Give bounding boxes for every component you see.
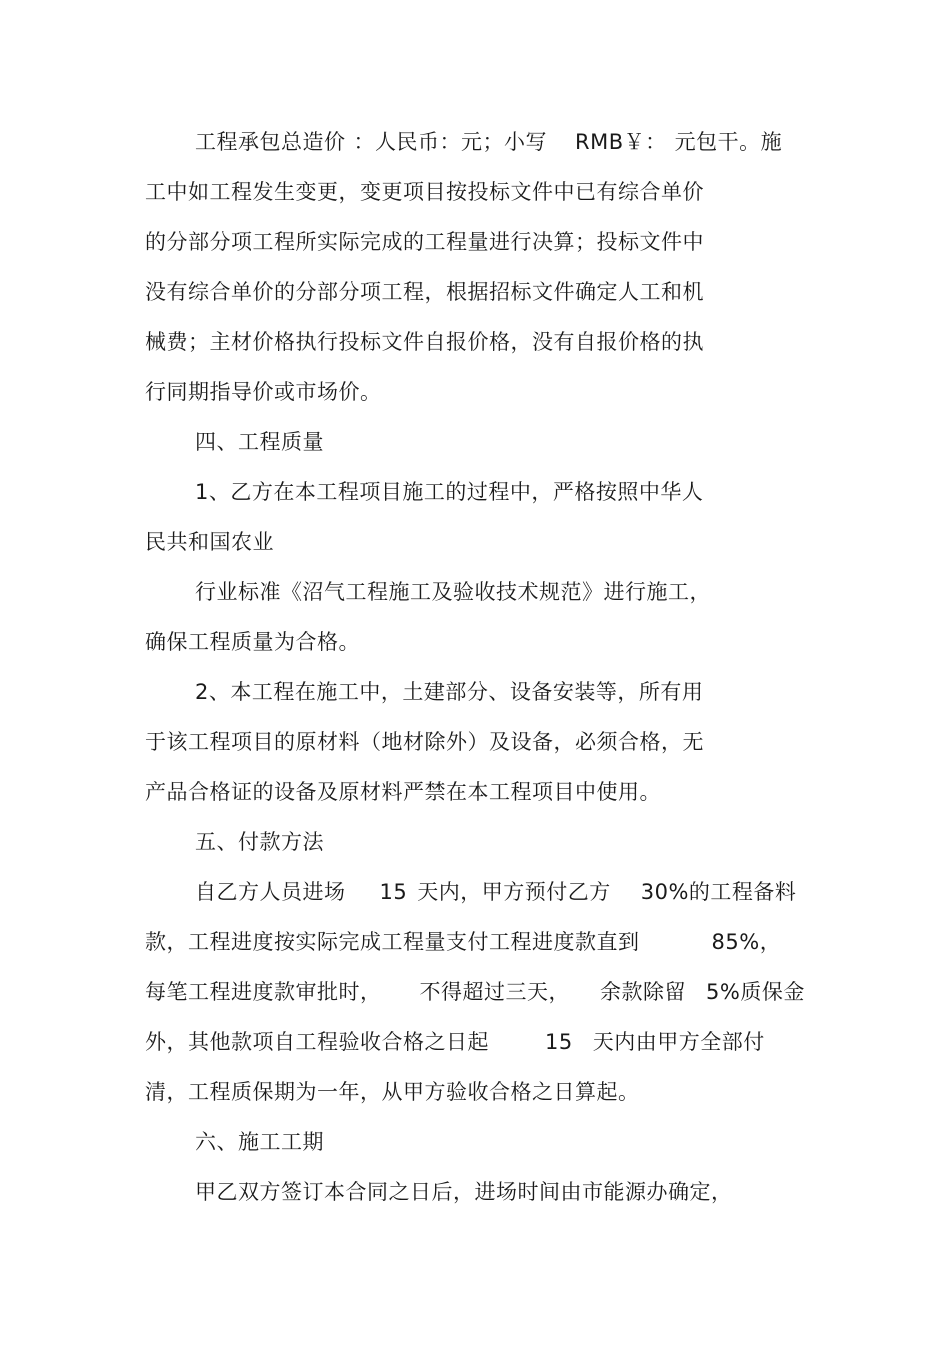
section-heading: 五、付款方法 xyxy=(195,830,324,854)
text-line: 的分部分项工程所实际完成的工程量进行决算；投标文件中 xyxy=(145,230,704,254)
text-line: 民共和国农业 xyxy=(145,530,274,554)
text-line: 行同期指导价或市场价。 xyxy=(145,380,382,404)
text-line: 于该工程项目的原材料（地材除外）及设备，必须合格，无 xyxy=(145,730,704,754)
text-line: 行业标准《沼气工程施工及验收技术规范》进行施工， xyxy=(195,580,711,604)
text-line: 甲乙双方签订本合同之日后，进场时间由市能源办确定， xyxy=(195,1180,733,1204)
section-heading: 六、施工工期 xyxy=(195,1130,324,1154)
text-line: 每笔工程进度款审批时， 不得超过三天， 余款除留 5%质保金 xyxy=(145,980,805,1004)
text-line: 产品合格证的设备及原材料严禁在本工程项目中使用。 xyxy=(145,780,661,804)
text-line: 没有综合单价的分部分项工程，根据招标文件确定人工和机 xyxy=(145,280,704,304)
text-line: 工程承包总造价 ：人民币：元；小写 RMB￥： 元包干。施 xyxy=(195,130,783,154)
text-line: 确保工程质量为合格。 xyxy=(145,630,360,654)
text-line: 工中如工程发生变更，变更项目按投标文件中已有综合单价 xyxy=(145,180,704,204)
text-line: 1、乙方在本工程项目施工的过程中，严格按照中华人 xyxy=(195,480,704,504)
text-line: 械费；主材价格执行投标文件自报价格，没有自报价格的执 xyxy=(145,330,704,354)
section-heading: 四、工程质量 xyxy=(195,430,324,454)
text-line: 清，工程质保期为一年，从甲方验收合格之日算起。 xyxy=(145,1080,640,1104)
text-line: 外，其他款项自工程验收合格之日起 15 天内由甲方全部付 xyxy=(145,1030,765,1054)
text-line: 自乙方人员进场 15 天内，甲方预付乙方 30%的工程备料 xyxy=(195,880,797,904)
text-line: 款，工程进度按实际完成工程量支付工程进度款直到 85%， xyxy=(145,930,782,954)
text-line: 2、本工程在施工中，土建部分、设备安装等，所有用 xyxy=(195,680,704,704)
